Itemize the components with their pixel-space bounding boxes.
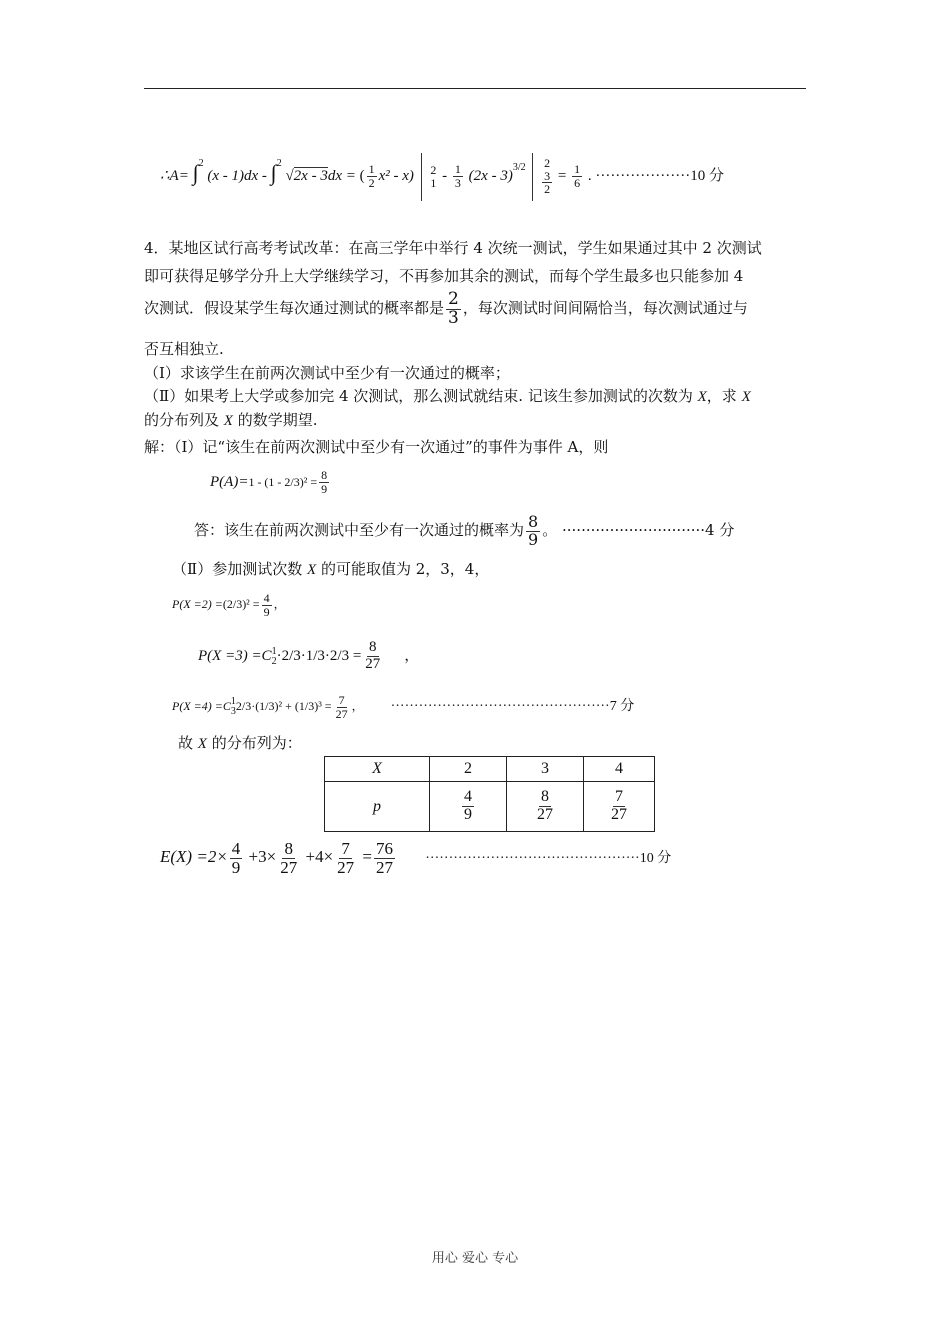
solution-part2-intro: （Ⅱ）参加测试次数 X 的可能取值为 2，3，4， — [172, 560, 490, 578]
p-x-4: P(X =4) =C 1 3 2/3·(1/3)² + (1/3)³ = $\frac{7}{27}$ ， ···············································7 分 — [172, 693, 635, 721]
table-value: 2 — [430, 757, 507, 782]
distribution-table — [324, 756, 655, 832]
table-prob: $\frac{4}{9}$ — [430, 782, 507, 832]
problem-line-3: 次测试．假设某学生每次通过测试的概率都是 $\frac{2}{3}$ ，每次测试时间间隔恰当，每次测试通过与 — [144, 288, 748, 328]
problem-line-1: 4．某地区试行高考考试改革：在高三学年中举行 4 次统一测试，学生如果通过其中 2 次测试 — [144, 239, 762, 257]
table-header-p: p — [325, 782, 430, 832]
table-prob: $\frac{8}{27}$ — [507, 782, 584, 832]
problem-part-1: （Ⅰ）求该学生在前两次测试中至少有一次通过的概率； — [144, 364, 510, 382]
problem-line-4: 否互相独立. — [144, 340, 224, 358]
solution-intro: 解：（Ⅰ）记“该生在前两次测试中至少有一次通过”的事件为事件 A，则 — [144, 438, 609, 456]
solution-answer: 答：该生在前两次测试中至少有一次通过的概率为 $\frac{8}{9}$ 。 ······························4 分 — [194, 511, 735, 549]
footer-text: 用心 爱心 专心 — [431, 1251, 519, 1266]
problem-part-2: （Ⅱ）如果考上大学或参加完 4 次测试，那么测试就结束. 记该生参加测试的次数为 X，求 X — [144, 387, 751, 405]
table-header-row — [325, 757, 655, 782]
solution-pa: P(A)=1 - (1 - 2/3)² = $\frac{8}{9}$ — [210, 468, 328, 497]
dist-intro: 故 X 的分布列为： — [178, 734, 302, 752]
table-prob: $\frac{7}{27}$ — [584, 782, 655, 832]
table-prob-row — [325, 782, 655, 832]
problem-part-3: 的分布列及 X 的数学期望. — [144, 411, 318, 429]
table-header-x: X — [325, 757, 430, 782]
p-x-2: P(X =2) =(2/3)² = $\frac{4}{9}$ ， — [172, 591, 286, 619]
p-x-3: P(X =3) =C 1 2 ·2/3·1/3·2/3 = $\frac{8}{27}$ ， — [198, 639, 420, 673]
formula-integral: ∴A= ∫$^2$ (x - 1)dx - ∫$^2$ √2x - 3dx = ( $\frac{1}{2}$ x² - x) 2 1 - $\frac{1}{3}$ (2x - 3)$^{3/2}$ 2 3 2 = $\frac{1}{6}$ . ···················10 分 — [160, 140, 724, 201]
problem-line-2: 即可获得足够学分升上大学继续学习，不再参加其余的测试，而每个学生最多也只能参加 4 — [144, 267, 744, 285]
header-rule — [144, 88, 806, 89]
table-value: 3 — [507, 757, 584, 782]
expectation-formula: E(X) =2× $\frac{4}{9}$ +3× $\frac{8}{27}$ +4× $\frac{7}{27}$ = $\frac{76}{27}$ ··············································10 分 — [160, 838, 672, 877]
table-value: 4 — [584, 757, 655, 782]
